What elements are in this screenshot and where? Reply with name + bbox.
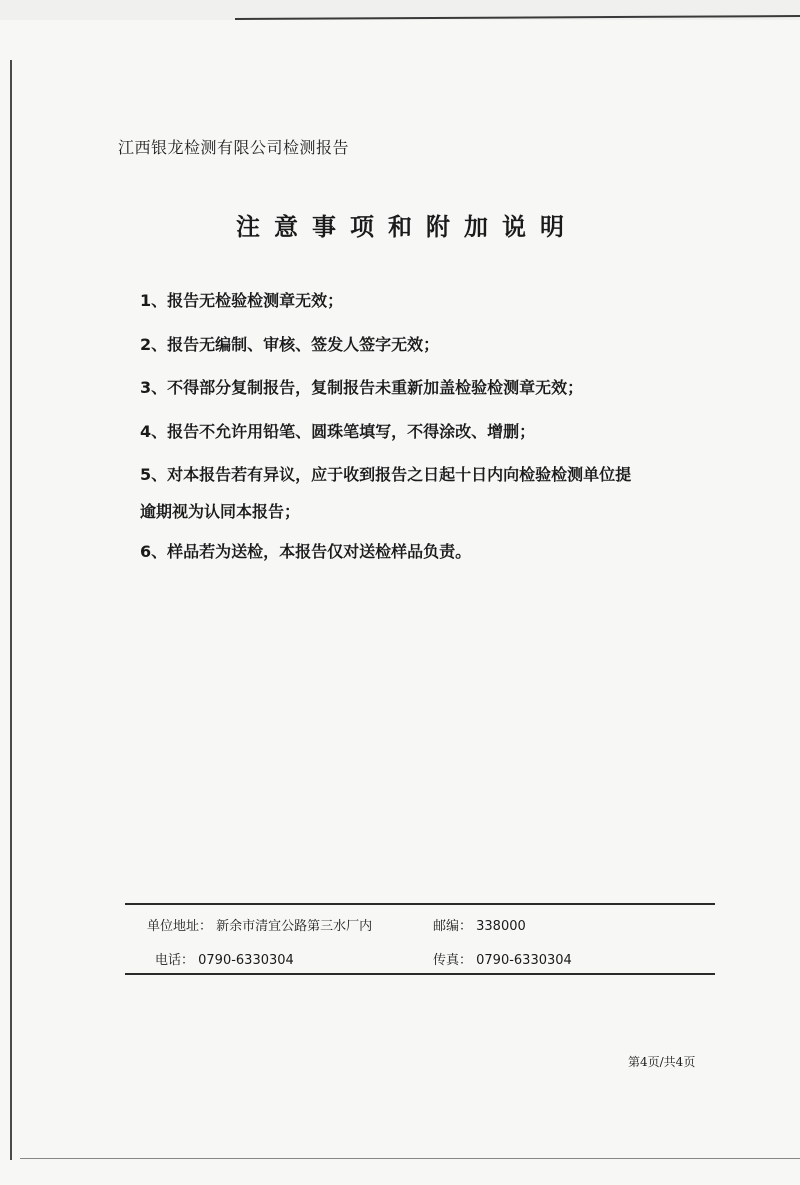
contact-footer [125,903,715,975]
note-item-5-continued: 逾期视为认同本报告； [140,502,301,521]
footer-fax: 传真： 0790-6330304 [433,953,572,968]
note-item-1: 1、报告无检验检测章无效； [140,291,344,310]
footer-phone: 电话： 0790-6330304 [155,953,294,968]
note-item-5: 5、对本报告若有异议，应于收到报告之日起十日内向检验检测单位提 [140,465,632,484]
page-number: 第4页/共4页 [628,1055,696,1069]
report-header: 江西银龙检测有限公司检测报告 [118,138,350,157]
note-item-2: 2、报告无编制、审核、签发人签字无效； [140,335,440,354]
footer-top-rule [125,903,715,905]
footer-address: 单位地址： 新余市清宜公路第三水厂内 [147,919,373,934]
note-item-3: 3、不得部分复制报告，复制报告未重新加盖检验检测章无效； [140,378,584,397]
footer-postcode: 邮编： 338000 [433,919,526,934]
note-item-6: 6、样品若为送检，本报告仅对送检样品负责。 [140,542,472,561]
note-item-4: 4、报告不允许用铅笔、圆珠笔填写，不得涂改、增删； [140,422,536,441]
page-title: 注意事项和附加说明 [236,213,578,241]
footer-bottom-rule [125,973,715,975]
page-bottom-border [20,1158,800,1159]
